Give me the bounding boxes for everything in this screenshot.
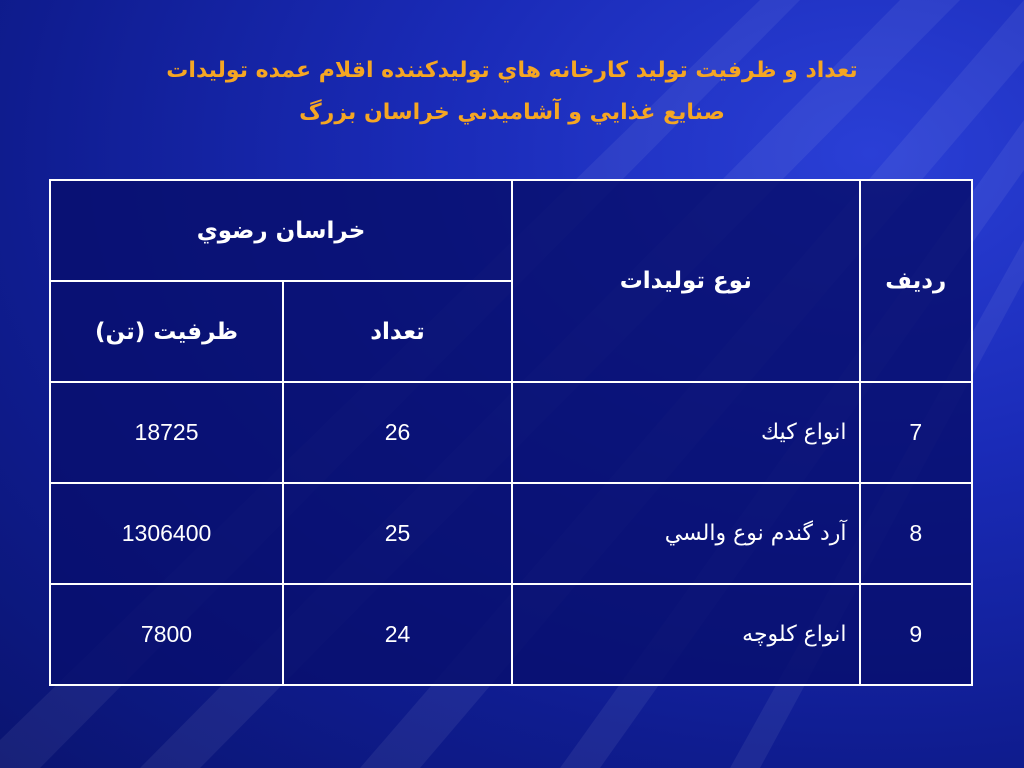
cell-capacity: 18725 — [50, 382, 283, 483]
table-row — [50, 584, 972, 685]
cell-count: 25 — [283, 483, 512, 584]
header-capacity: ظرفيت (تن) — [50, 281, 283, 382]
cell-capacity: 1306400 — [50, 483, 283, 584]
header-count: تعداد — [283, 281, 512, 382]
cell-row-number: 9 — [860, 584, 972, 685]
cell-capacity: 7800 — [50, 584, 283, 685]
slide-title-line-2: صنايع غذايي و آشاميدني خراسان بزرگ — [299, 100, 725, 125]
slide-title-line-1: تعداد و ظرفيت توليد كارخانه هاي توليدكننده اقلام عمده توليدات — [166, 58, 858, 83]
cell-product-type: انواع كيك — [512, 382, 860, 483]
table-row — [50, 483, 972, 584]
table-header-row-1 — [50, 180, 972, 281]
header-row-number: رديف — [860, 180, 972, 382]
table-row — [50, 382, 972, 483]
cell-count: 24 — [283, 584, 512, 685]
cell-row-number: 7 — [860, 382, 972, 483]
cell-row-number: 8 — [860, 483, 972, 584]
header-region: خراسان رضوي — [50, 180, 512, 281]
cell-count: 26 — [283, 382, 512, 483]
production-table — [49, 179, 973, 686]
cell-product-type: انواع كلوچه — [512, 584, 860, 685]
header-product-type: نوع توليدات — [512, 180, 860, 382]
cell-product-type: آرد گندم نوع والسي — [512, 483, 860, 584]
